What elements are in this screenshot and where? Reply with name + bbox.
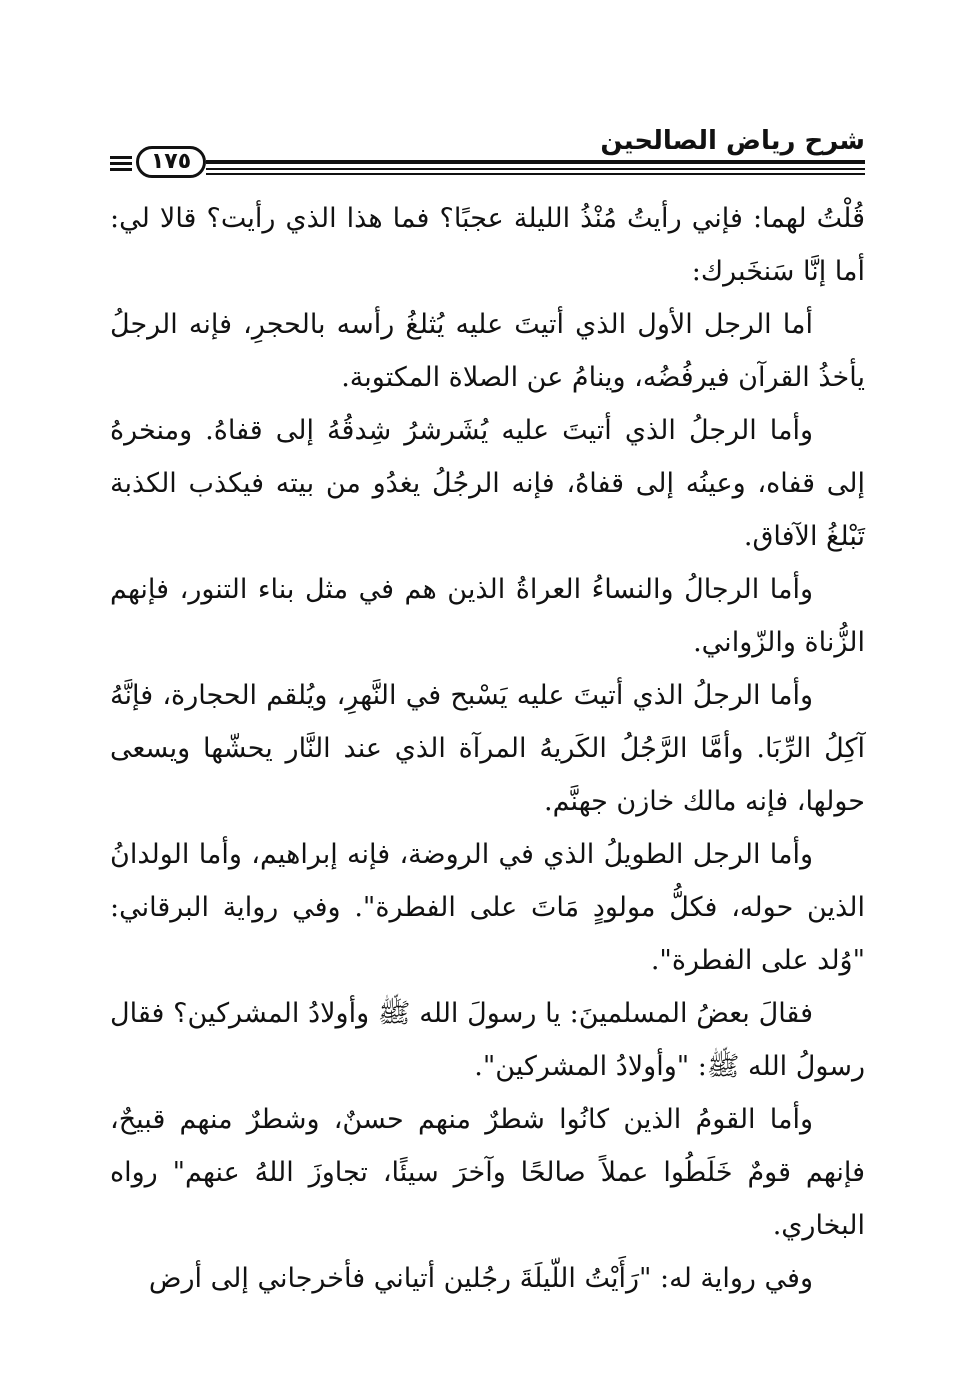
paragraph: فقالَ بعضُ المسلمينَ: يا رسولَ الله ﷺ وأولادُ المشركين؟ فقال رسولُ الله ﷺ: "وأولادُ المشركين". [110, 998, 865, 1082]
page-number: ١٧٥ [136, 146, 206, 178]
paragraph: وفي رواية له: "رَأَيْتُ اللّيلَةَ رجُلين أتياني فأخرجاني إلى أرض [148, 1263, 813, 1294]
header-rule-thin-lower [206, 173, 865, 175]
body-text [110, 192, 865, 1305]
page-header [110, 118, 865, 188]
paragraph: وأما الرجالُ والنساءُ العراةُ الذين هم في مثل بناء التنور، فإنهم الزُّناة والزّواني. [110, 574, 865, 658]
header-rule-thick [206, 160, 865, 164]
paragraph: وأما الرجلُ الذي أتيتَ عليه يُشَرشرُ شِدقُهُ إلى قفاهُ. ومنخرهُ إلى قفاه، وعينُه إلى قفاهُ، فإنه الرجُلُ يغدُو من بيته فيكذب الكذبة تَبْلغُ الآفاق. [110, 415, 865, 552]
paragraph: وأما القومُ الذين كانُوا شطرٌ منهم حسنٌ، وشطرٌ منهم قبيحٌ، فإنهم قومٌ خَلَطُوا عملاً صالحًا وآخرَ سيئًا، تجاوزَ اللهُ عنهم" رواه البخاري. [110, 1104, 865, 1241]
page-number-ornament [110, 156, 132, 174]
header-rule-thin [206, 168, 865, 170]
paragraph: أما الرجل الأول الذي أتيتَ عليه يُثلغُ رأسه بالحجرِ، فإنه الرجلُ يأخذُ القرآن فيرفُضُه، وينامُ عن الصلاة المكتوبة. [110, 309, 865, 393]
paragraph: وأما الرجلُ الذي أتيتَ عليه يَسْبح في النَّهرِ، ويُلقم الحجارة، فإنَّهُ آكِلُ الرِّبَا. وأمَّا الرَّجُلُ الكَريهُ المرآة الذي عند النَّار يحشّها ويسعى حولها، فإنه مالك خازن جهنَّم. [110, 680, 865, 817]
paragraph: قُلْتُ لهما: فإني رأيتُ مُنْذُ الليلة عجبًا؟ فما هذا الذي رأيت؟ قالا لي: أما إنَّا سَنخَبرك: [110, 203, 865, 287]
paragraph: وأما الرجل الطويلُ الذي في الروضة، فإنه إبراهيم، وأما الولدانُ الذين حوله، فكلُّ مولودٍ مَاتَ على الفطرة". وفي رواية البرقاني: "وُلد على الفطرة". [110, 839, 865, 976]
book-title: شرح رياض الصالحين [600, 126, 865, 156]
